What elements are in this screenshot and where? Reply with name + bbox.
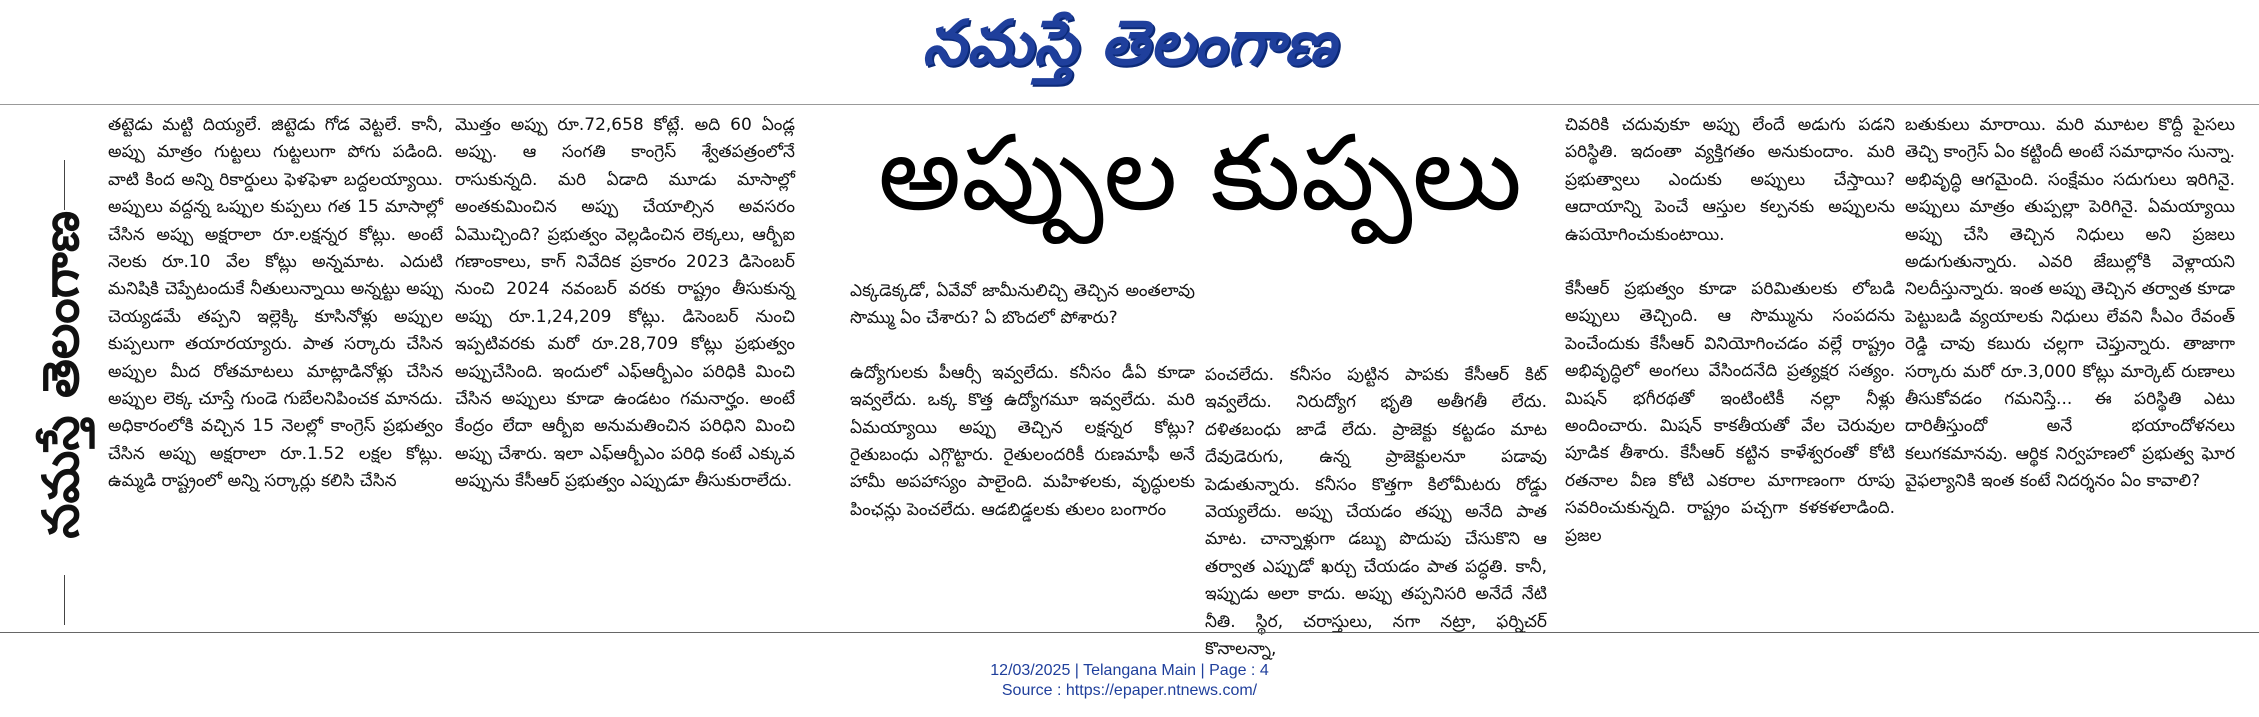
footer-date-edition: 12/03/2025 | Telangana Main | Page : 4 — [990, 662, 1269, 679]
column-5 — [1565, 112, 1895, 628]
paragraph: ఉద్యోగులకు పీఆర్సీ ఇవ్వలేదు. కనీసం డీఏ కూడా ఇవ్వలేదు. ఒక్క కొత్త ఉద్యోగమూ ఇవ్వలేదు. మరి ఏమయ్యాయి అప్పు తెచ్చిన లక్షన్నర కోట్లు? రైతుబంధు ఎగ్గొట్టారు. రైతులందరికీ రుణమాఫీ అనే హామీ అపహాస్యం పాలైంది. మహిళలకు, వృద్ధులకు పింఛన్లు పెంచలేదు. ఆడబిడ్డలకు తులం బంగారం — [850, 362, 1195, 520]
column-2 — [455, 112, 795, 628]
side-logo — [20, 135, 100, 615]
paragraph: బతుకులు మారాయి. మరి మూటల కొద్దీ పైసలు తెచ్చి కాంగ్రెస్ ఏం కట్టిందీ అంటే సమాధానం సున్నా. అభివృద్ధి ఆగమైంది. సంక్షేమం సదుగులు ఇరిగినై. అప్పులు మాత్రం తుప్పల్లా పెరిగినై. ఏమయ్యాయి అప్పు చేసి తెచ్చిన నిధులు అని ప్రజలు అడుగుతున్నారు. ఎవరి జేబుల్లోకి వెళ్లాయని నిలదీస్తున్నారు. ఇంత అప్పు తెచ్చిన తర్వాత కూడా పెట్టుబడి వ్యయాలకు నిధులు లేవని సీఎం రేవంత్ రెడ్డి చావు కబురు చల్లగా చెప్తున్నారు. తాజాగా సర్కారు మరో రూ.3,000 కోట్లు మార్కెట్ రుణాలు తీసుకోవడం గమనిస్తే... ఈ పరిస్థితి ఎటు దారితీస్తుందో అనే భయాందోళనలు కలుగకమానవు. ఆర్థిక నిర్వహణలో ప్రభుత్వ ఘోర వైఫల్యానికి ఇంత కంటే నిదర్శనం ఏం కావాలి? — [1905, 115, 2235, 492]
paragraph: ఎక్కడెక్కడో, ఏవేవో జామీనులిచ్చి తెచ్చిన అంతలావు సొమ్ము ఏం చేశారు? ఏ బొందలో పోశారు? — [850, 281, 1195, 329]
paragraph: పంచలేదు. కనీసం పుట్టిన పాపకు కేసీఆర్ కిట్ ఇవ్వలేదు. నిరుద్యోగ భృతి అతీగతీ లేదు. దళితబంధు జాడే లేదు. ప్రాజెక్టు కట్టడం మాట దేవుడెరుగు, ఉన్న ప్రాజెక్టులనూ పడావు పెడుతున్నారు. కనీసం కొత్తగా కిలోమీటరు రోడ్డు వెయ్యలేదు. అప్పు చేయడం తప్పు అనేది పాత మాట. చాన్నాళ్లుగా డబ్బు పొదుపు చేసుకొని ఆ తర్వాత ఎప్పుడో ఖర్చు చేయడం పాత పద్ధతి. కానీ, ఇప్పుడు అలా కాదు. అప్పు తప్పనిసరి అనేదే నేటి నీతి. స్థిర, చరాస్తులు, నగా నట్రా, ఫర్నిచర్ కొనాలన్నా, — [1205, 365, 1547, 660]
paragraph: చివరికి చదువుకూ అప్పు లేందే అడుగు పడని పరిస్థితి. ఇదంతా వ్యక్తిగతం అనుకుందాం. మరి ప్రభుత్వాలు ఎందుకు అప్పులు చేస్తాయి? ఆదాయాన్ని పెంచే ఆస్తుల కల్పనకు అప్పులను ఉపయోగించుకుంటాయి. — [1565, 115, 1895, 245]
column-4 — [1205, 362, 1547, 660]
paragraph: మొత్తం అప్పు రూ.72,658 కోట్లే. అది 60 ఏండ్ల అప్పు. ఆ సంగతి కాంగ్రెస్ శ్వేతపత్రంలోనే రాసుకున్నది. మరి ఏడాది మూడు మాసాల్లో అంతకుమించిన అప్పు చేయాల్సిన అవసరం ఏమొచ్చింది? ప్రభుత్వం వెల్లడించిన లెక్కలు, ఆర్బీఐ గణాంకాలు, కాగ్ నివేదిక ప్రకారం 2023 డిసెంబర్ నుంచి 2024 నవంబర్ వరకు రాష్ట్రం తీసుకున్న అప్పు రూ.1,24,209 కోట్లు. డిసెంబర్ నుంచి ఇప్పటివరకు మరో రూ.28,709 కోట్లు ప్రభుత్వం అప్పుచేసింది. ఇందులో ఎఫ్ఆర్బీఎం పరిధికి మించి చేసిన అప్పులు కూడా ఉండటం గమనార్హం. అంటే కేంద్రం లేదా ఆర్బీఐ అనుమతించిన పరిధిని మించి అప్పు చేశారు. ఇలా ఎఫ్ఆర్బీఎం పరిధి కంటే ఎక్కువ అప్పును కేసీఆర్ ప్రభుత్వం ఎప్పుడూ తీసుకురాలేదు. — [455, 115, 795, 492]
column-6 — [1905, 112, 2235, 628]
column-3 — [850, 278, 1195, 628]
paragraph: తట్టెడు మట్టి దియ్యలే. జిట్టెడు గోడ వెట్టలే. కానీ, అప్పు మాత్రం గుట్టలు గుట్టలుగా పోగు పడింది. వాటి కింద అన్ని రికార్డులు ఫెళఫెళా బద్దలయ్యాయి. అప్పులు వద్దన్న ఒప్పుల కుప్పలు గత 15 మాసాల్లో చేసిన అప్పు అక్షరాలా రూ.లక్షన్నర కోట్లు. అంటే నెలకు రూ.10 వేల కోట్లు అన్నమాట. ఎదుటి మనిషికి చెప్పేటందుకే నీతులున్నాయి అన్నట్టు అప్పు చెయ్యడమే తప్పని ఇల్లెక్కి కూసినోళ్లు అప్పుల కుప్పలుగా తయారయ్యారు. పాత సర్కారు చేసిన అప్పుల మీద రోతమాటలు మాట్లాడినోళ్లు చేసిన అప్పుల లెక్క చూస్తే గుండె గుబేలనిపించక మానదు. అధికారంలోకి వచ్చిన 15 నెలల్లో కాంగ్రెస్ ప్రభుత్వం చేసిన అప్పు అక్షరాలా రూ.1.52 లక్షల కోట్లు. ఉమ్మడి రాష్ట్రంలో అన్ని సర్కార్లు కలిసి చేసిన — [108, 115, 443, 492]
masthead-title: నమస్తే తెలంగాణ — [922, 6, 1337, 79]
column-1 — [108, 112, 443, 628]
bottom-rule — [0, 632, 2259, 633]
side-logo-text: నమస్తే తెలంగాణ — [30, 211, 90, 539]
top-rule — [0, 104, 2259, 105]
footer-source: Source : https://epaper.ntnews.com/ — [1001, 682, 1258, 699]
headline: అప్పుల కుప్పలు — [877, 111, 1523, 234]
masthead — [0, 0, 2259, 100]
side-rule-bottom — [64, 575, 65, 625]
paragraph: కేసీఆర్ ప్రభుత్వం కూడా పరిమితులకు లోబడి అప్పులు తెచ్చింది. ఆ సొమ్మును సంపదను పెంచేందుకు కేసీఆర్ వినియోగించడం వల్లే రాష్ట్రం అభివృద్ధిలో అంగలు వేసిందనేది ప్రత్యక్షర సత్యం. మిషన్ భగీరథతో ఇంటింటికీ నల్లా నీళ్లు అందించారు. మిషన్ కాకతీయతో వేల చెరువుల పూడిక తీశారు. కేసీఆర్ కట్టిన కాళేశ్వరంతో కోటి రతనాల వీణ కోటి ఎకరాల మాగాణంగా రూపు సవరించుకున్నది. రాష్ట్రం పచ్చగా కళకళలాడింది. ప్రజల — [1565, 279, 1895, 546]
